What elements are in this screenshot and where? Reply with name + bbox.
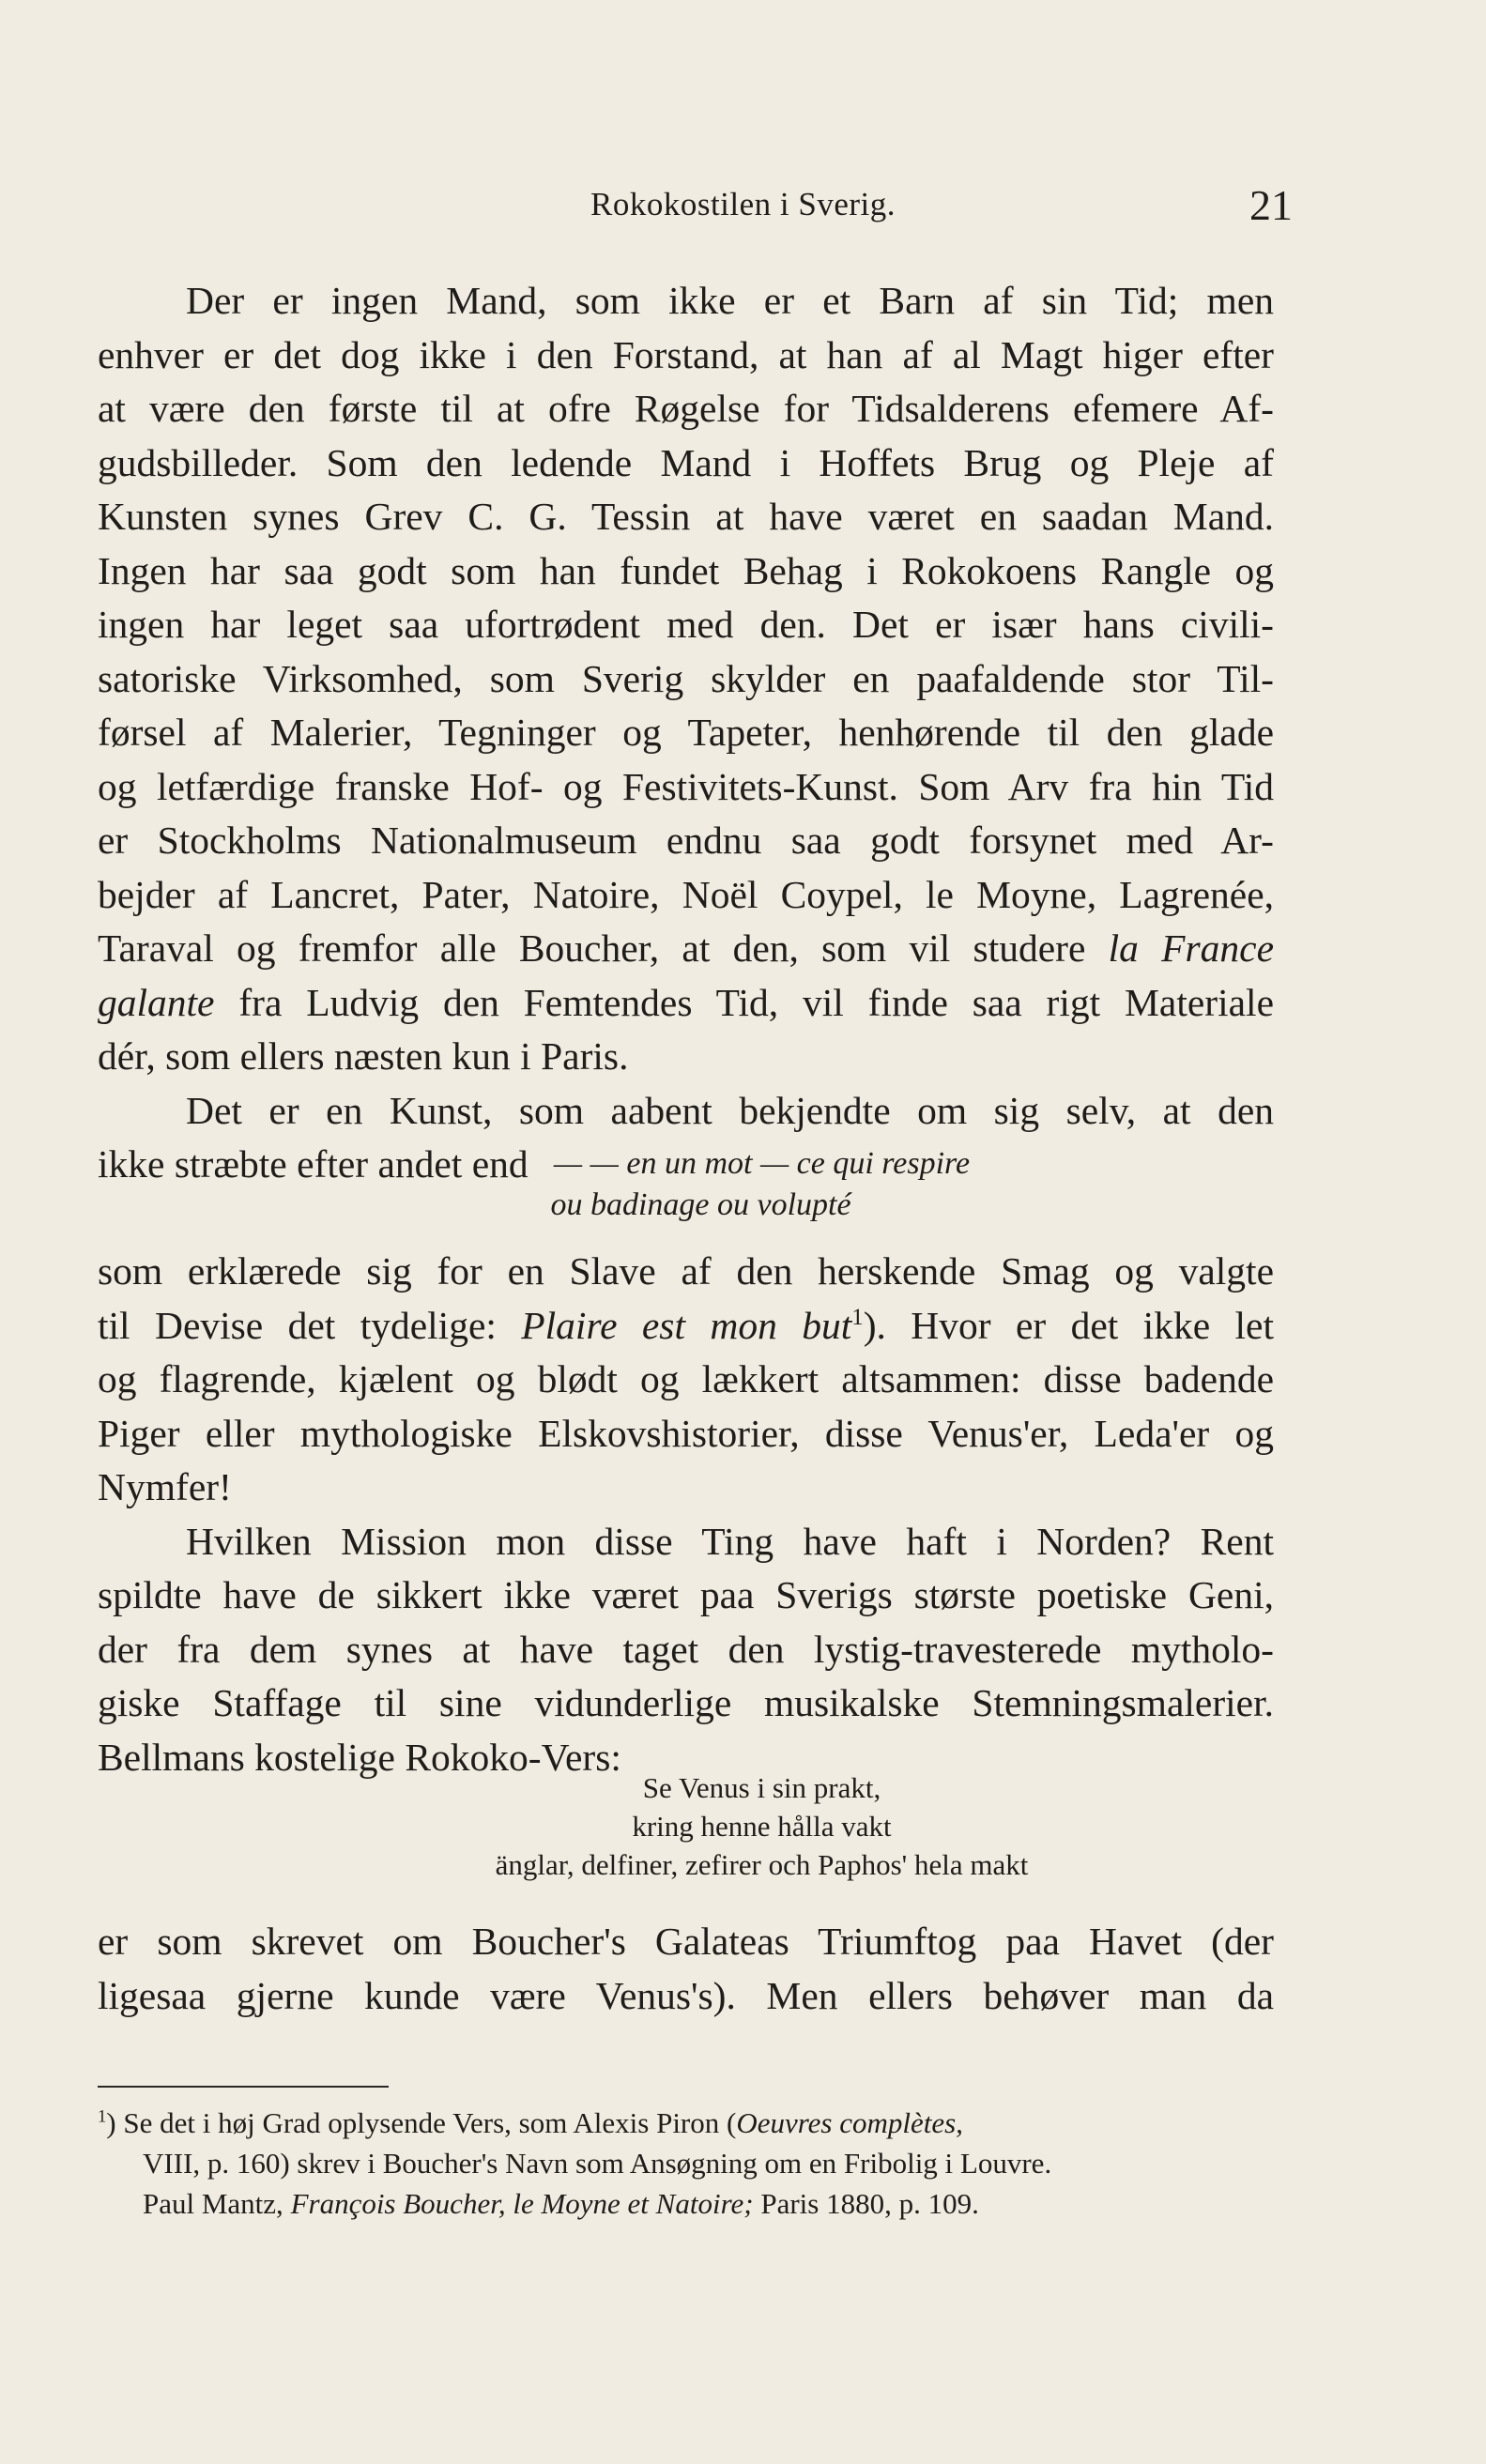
footnote-marker: 1 bbox=[98, 2106, 107, 2127]
text-line: og letfærdige franske Hof- og Festivitets-Kunst. Som Arv fra hin Tid bbox=[98, 764, 1274, 808]
text-line: dér, som ellers næsten kun i Paris. bbox=[98, 1034, 629, 1078]
text-line: Piger eller mythologiske Elskovshistorier, disse Venus'er, Leda'er og bbox=[98, 1411, 1274, 1455]
bellman-verse bbox=[0, 1768, 1486, 1884]
page-number: 21 bbox=[1249, 181, 1293, 229]
footnote-line bbox=[98, 2103, 1274, 2143]
footnote-ref: 1 bbox=[851, 1304, 864, 1330]
text-run: fra Ludvig den Femtendes Tid, vil finde saa rigt Materiale bbox=[238, 980, 1274, 1024]
text-run: Paris 1880, p. 109. bbox=[760, 2187, 979, 2220]
french-quote bbox=[0, 1143, 1486, 1226]
verse-line: Se Venus i sin prakt, bbox=[642, 1771, 881, 1804]
text-line bbox=[98, 922, 1274, 976]
text-run: Paul Mantz, bbox=[143, 2187, 283, 2220]
text-line: Hvilken Mission mon disse Ting have haft i Norden? Rent bbox=[186, 1519, 1274, 1563]
footnote-line: VIII, p. 160) skrev i Boucher's Navn som Ansøgning om en Fribolig i Louvre. bbox=[143, 2147, 1052, 2180]
text-line bbox=[98, 1299, 1274, 1354]
text-line: Kunsten synes Grev C. G. Tessin at have været en saadan Mand. bbox=[98, 495, 1274, 538]
text-line: spildte have de sikkert ikke været paa Sverigs største poetiske Geni, bbox=[98, 1573, 1274, 1616]
footnote bbox=[98, 2103, 1274, 2224]
text-run: ). Hvor er det ikke let bbox=[863, 1303, 1274, 1347]
quote-line: — — en un mot — ce qui respire bbox=[553, 1146, 971, 1181]
text-line: Det er en Kunst, som aabent bekjendte om sig selv, at den bbox=[186, 1088, 1274, 1132]
text-line: der fra dem synes at have taget den lystig-travesterede mytholo- bbox=[98, 1627, 1274, 1671]
text-line: ingen har leget saa ufortrødent med den. Det er især hans civili- bbox=[98, 603, 1274, 646]
text-line: at være den første til at ofre Røgelse for Tidsalderens efemere Af- bbox=[98, 387, 1274, 430]
text-run: Taraval og fremfor alle Boucher, at den, som vil studere bbox=[98, 926, 1086, 970]
text-line: gudsbilleder. Som den ledende Mand i Hoffets Brug og Pleje af bbox=[98, 440, 1274, 484]
running-title: Rokokostilen i Sverig. bbox=[590, 186, 896, 222]
text-line: satoriske Virksomhed, som Sverig skylder en paafaldende stor Til- bbox=[98, 656, 1274, 700]
page-header bbox=[0, 181, 1486, 242]
verse-line: kring henne hålla vakt bbox=[632, 1810, 892, 1843]
text-line bbox=[98, 976, 1274, 1031]
italic-phrase: la France bbox=[1108, 926, 1274, 970]
text-line: førsel af Malerier, Tegninger og Tapeter, henhørende til den glade bbox=[98, 711, 1274, 754]
text-line: er som skrevet om Boucher's Galateas Triumftog paa Havet (der bbox=[98, 1920, 1274, 1963]
text-run: til Devise det tydelige: bbox=[98, 1303, 497, 1347]
italic-phrase: galante bbox=[98, 980, 215, 1024]
footnote-rule bbox=[98, 2086, 389, 2088]
text-line: enhver er det dog ikke i den Forstand, at han af al Magt higer efter bbox=[98, 332, 1274, 376]
text-line: Der er ingen Mand, som ikke er et Barn af sin Tid; men bbox=[186, 279, 1274, 322]
text-line: giske Staffage til sine vidunderlige musikalske Stemningsmalerier. bbox=[98, 1681, 1274, 1724]
text-line: som erklærede sig for en Slave af den herskende Smag og valgte bbox=[98, 1249, 1274, 1293]
quote-line: ou badinage ou volupté bbox=[550, 1187, 851, 1222]
italic-phrase: François Boucher, le Moyne et Natoire; bbox=[290, 2187, 754, 2220]
text-run: ) Se det i høj Grad oplysende Vers, som Alexis Piron ( bbox=[106, 2106, 737, 2139]
paragraph-3 bbox=[98, 1245, 1274, 1784]
footnote-line bbox=[98, 2183, 1274, 2224]
text-line: og flagrende, kjælent og blødt og lækkert altsammen: disse badende bbox=[98, 1357, 1274, 1400]
paragraph-5 bbox=[98, 1915, 1274, 2023]
text-line: Nymfer! bbox=[98, 1465, 232, 1508]
text-line: bejder af Lancret, Pater, Natoire, Noël Coypel, le Moyne, Lagrenée, bbox=[98, 872, 1274, 916]
text-line: Bellmans kostelige Rokoko-Vers: bbox=[98, 1735, 621, 1779]
italic-phrase: Plaire est mon but bbox=[521, 1303, 852, 1347]
text-line: er Stockholms Nationalmuseum endnu saa godt forsynet med Ar- bbox=[98, 819, 1274, 862]
italic-phrase: Oeuvres complètes, bbox=[736, 2106, 963, 2139]
text-line: ikke stræbte efter andet end bbox=[98, 1142, 529, 1186]
verse-line: änglar, delfiner, zefirer och Paphos' hela makt bbox=[495, 1848, 1029, 1881]
paragraph-1 bbox=[98, 274, 1274, 1192]
text-line: Ingen har saa godt som han fundet Behag i Rokokoens Rangle og bbox=[98, 548, 1274, 592]
text-line: ligesaa gjerne kunde være Venus's). Men ellers behøver man da bbox=[98, 1973, 1274, 2017]
